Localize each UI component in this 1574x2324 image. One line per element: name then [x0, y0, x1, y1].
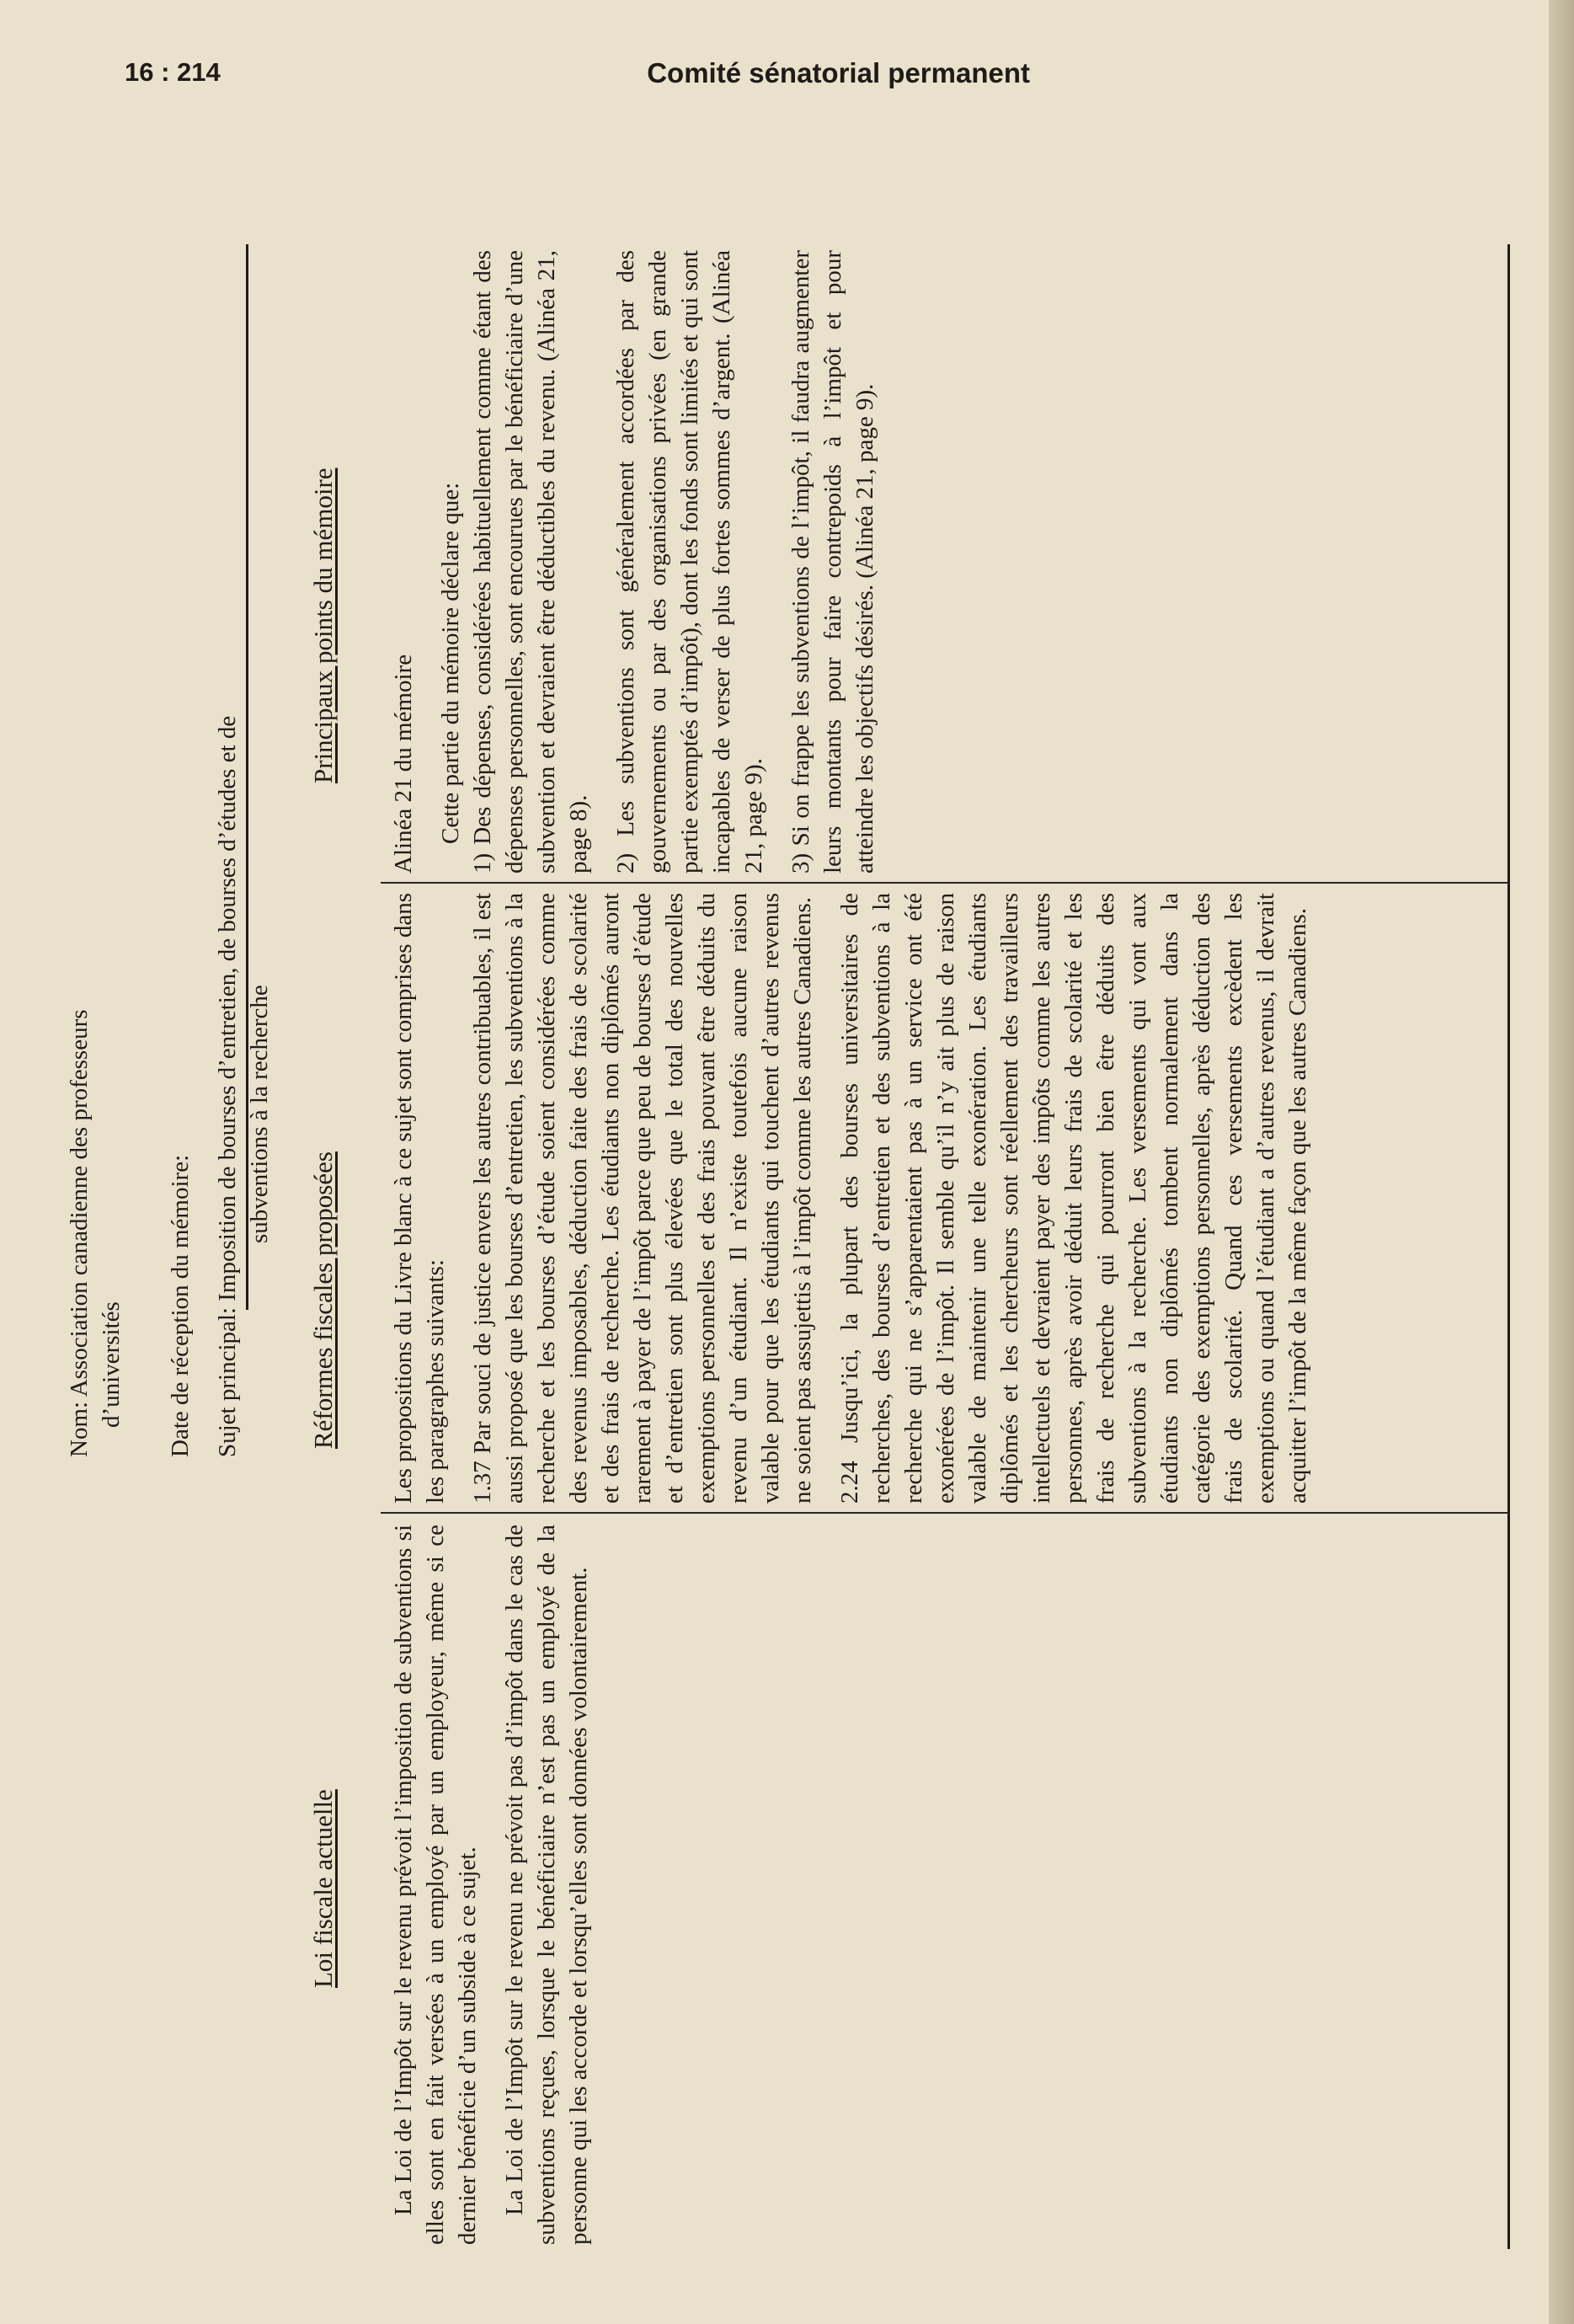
column-principaux	[387, 250, 881, 874]
reformes-paragraph-2-24: 2.24 Jusqu’ici, la plupart des bourses universitaires de recherches, des bourses d’entretien et des subventions à la recherche qui ne s’apparentaient pas à un service ont été exonérées de l’impôt. Il semble qu’il n’y ait plus de raison valable de maintenir une telle exonération. Les étudiants diplômés et les chercheurs sont réellement des travailleurs intellectuels et devraient payer des impôts comme les autres personnes, après avoir déduit leurs frais de scolarité et les frais de recherche qui pourront bien être déduits des subventions à la recherche. Les versements qui vont aux étudiants non diplômés tombent normalement dans la catégorie des exemptions personnelles, après déduction des frais de scolarité. Quand ces versements excèdent les exemptions ou quand l’étudiant a d’autres revenus, il devrait acquitter l’impôt de la même façon que les autres Canadiens.	[836, 893, 1311, 1504]
page-number: 16 : 214	[125, 57, 221, 87]
column-loi-actuelle	[387, 1525, 595, 2245]
loi-actuelle-paragraph: La Loi de l’Impôt sur le revenu ne prévoit pas d’impôt dans le cas de subventions reçues, lorsque le bénéficiaire n’est pas un employé de la personne qui les accorde et lorsqu’elles sont données volontairement.	[501, 1525, 592, 2245]
column-divider-2	[381, 882, 1509, 884]
principaux-point-3: 3) Si on frappe les subventions de l’impôt, il faudra augmenter leurs montants pour faire contrepoids à l’impôt et pour atteindre les objectifs désirés. (Alinéa 21, page 9).	[787, 250, 878, 874]
column-divider-1	[381, 1512, 1509, 1514]
running-title: Comité sénatorial permanent	[647, 57, 1030, 88]
nom-line: Nom: Association canadienne des professeurs	[66, 1009, 93, 1457]
reformes-paragraph-1-37: 1.37 Par souci de justice envers les autres contribuables, il est aussi proposé que les bourses d’entretien, les subventions à la recherche et les bourses d’étude soient considérées comme des revenus imposables, déduction faite des frais de scolarité et des frais de recherche. Les étudiants non diplômés auront rarement à payer de l’impôt parce que peu de bourses d’étude et d’entretien sont plus élevées que le total des nouvelles exemptions personnelles et des frais pouvant être déduits du revenu d’un étudiant. Il n’existe toutefois aucune raison valable pour que les étudiants qui touchent d’autres revenus ne soient pas assujettis à l’impôt comme les autres Canadiens.	[469, 893, 816, 1504]
principaux-intro: Cette partie du mémoire déclare que:	[437, 482, 464, 844]
principaux-alinea: Alinéa 21 du mémoire	[390, 654, 417, 874]
loi-actuelle-paragraph: La Loi de l’Impôt sur le revenu prévoit l’imposition de subventions si elles sont en fait versées à un employé par un employeur, même si ce dernier bénéficie d’un subside à ce sujet.	[390, 1525, 481, 2245]
nom-line-2: d’universités	[98, 1301, 125, 1428]
heading-reformes: Réformes fiscales proposées	[308, 1151, 338, 1449]
column-reformes	[387, 893, 1314, 1504]
heading-principaux: Principaux points du mémoire	[308, 467, 338, 783]
memoire-meta	[63, 278, 275, 1457]
sujet-principal: Sujet principal: Imposition de bourses d’entretien, de bourses d’études et de subventions à la recherche	[214, 715, 273, 1457]
date-reception: Date de réception du mémoire:	[167, 1154, 194, 1457]
principaux-point-1: 1) Des dépenses, considérées habituellement comme étant des dépenses personnelles, sont encourues par le bénéficiaire d’une subvention et devraient être déductibles du revenu. (Alinéa 21, page 8).	[469, 250, 592, 874]
bottom-rule	[1507, 244, 1510, 2249]
top-rule	[246, 244, 248, 1310]
principaux-point-2: 2) Les subventions sont généralement accordées par des gouvernements ou par des organisations privées (en grande partie exemptés d’impôt), dont les fonds sont limités et qui sont incapables de verser de plus fortes sommes d’argent. (Alinéa 21, page 9).	[612, 250, 767, 874]
page-header	[125, 57, 1030, 108]
heading-loi-actuelle: Loi fiscale actuelle	[308, 1789, 338, 1988]
page-edge	[1549, 0, 1574, 2324]
reformes-intro: Les propositions du Livre blanc à ce sujet sont comprises dans les paragraphes suivants:	[390, 893, 449, 1504]
rotated-table	[63, 244, 1495, 2266]
